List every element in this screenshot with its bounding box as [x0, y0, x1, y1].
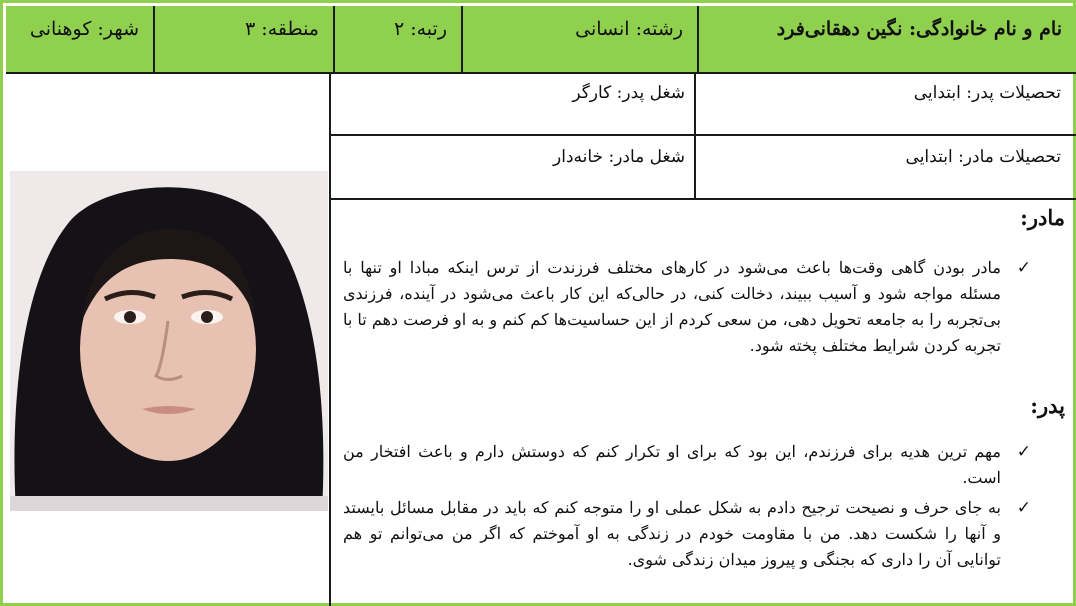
student-name: نام و نام خانوادگی: نگین دهقانی‌فرد — [697, 6, 1076, 72]
mother-bullet-text: مادر بودن گاهی وقت‌ها باعث می‌شود در کارهای مختلف فرزندت از ترس اینکه مبادا او تنها با مسئله مواجه شود و آسیب ببیند، دخالت کنی، در حالی‌که این کار باعث می‌شود در آینده، فرزندی بی‌تجربه را به جامعه تحویل دهی، من سعی کردم از این حساسیت‌ها کم کنم و به او فرصت دهم تا با تجربه کردن شرایط مختلف پخته شود. — [343, 258, 1002, 355]
parents-table-bottom — [329, 198, 1076, 200]
father-bullet — [343, 495, 1031, 573]
parents-table-divider — [694, 72, 696, 200]
mother-heading: مادر: — [1020, 205, 1065, 230]
checkmark-icon: ✓ — [1016, 498, 1031, 518]
father-heading: پدر: — [1030, 393, 1065, 418]
mother-education: تحصیلات مادر: ابتدایی — [905, 147, 1061, 167]
mother-bullet — [343, 255, 1031, 359]
city: شهر: کوهنانی — [29, 18, 139, 40]
father-bullet — [343, 439, 1031, 491]
parents-row-divider — [329, 134, 1076, 136]
father-education: تحصیلات پدر: ابتدایی — [913, 83, 1061, 103]
portrait-illustration — [10, 171, 328, 511]
mother-job: شغل مادر: خانه‌دار — [553, 147, 685, 167]
header-row — [6, 6, 1076, 74]
checkmark-icon: ✓ — [1016, 442, 1031, 462]
father-bullet-text: به جای حرف و نصیحت ترجیح دادم به شکل عملی او را متوجه کنم که باید در مقابل مسائل بایستد و آنها را شکست دهد. من با مقاومت خودم در زندگی به او آموختم که اگر من می‌توانم تو هم توانایی آن را داری که بجنگی و پیروز میدان زندگی شوی. — [343, 498, 1002, 569]
rank: رتبه: ۲ — [333, 6, 461, 72]
photo-divider — [329, 72, 331, 606]
student-photo — [10, 171, 328, 511]
father-job: شغل پدر: کارگر — [572, 83, 685, 103]
checkmark-icon: ✓ — [1016, 258, 1031, 278]
field-of-study: رشته: انسانی — [461, 6, 697, 72]
region: منطقه: ۳ — [153, 6, 333, 72]
father-bullet-text: مهم ترین هدیه برای فرزندم، این بود که برای او تکرار کنم که دوستش دارم و باعث افتخار من است. — [343, 442, 1001, 487]
